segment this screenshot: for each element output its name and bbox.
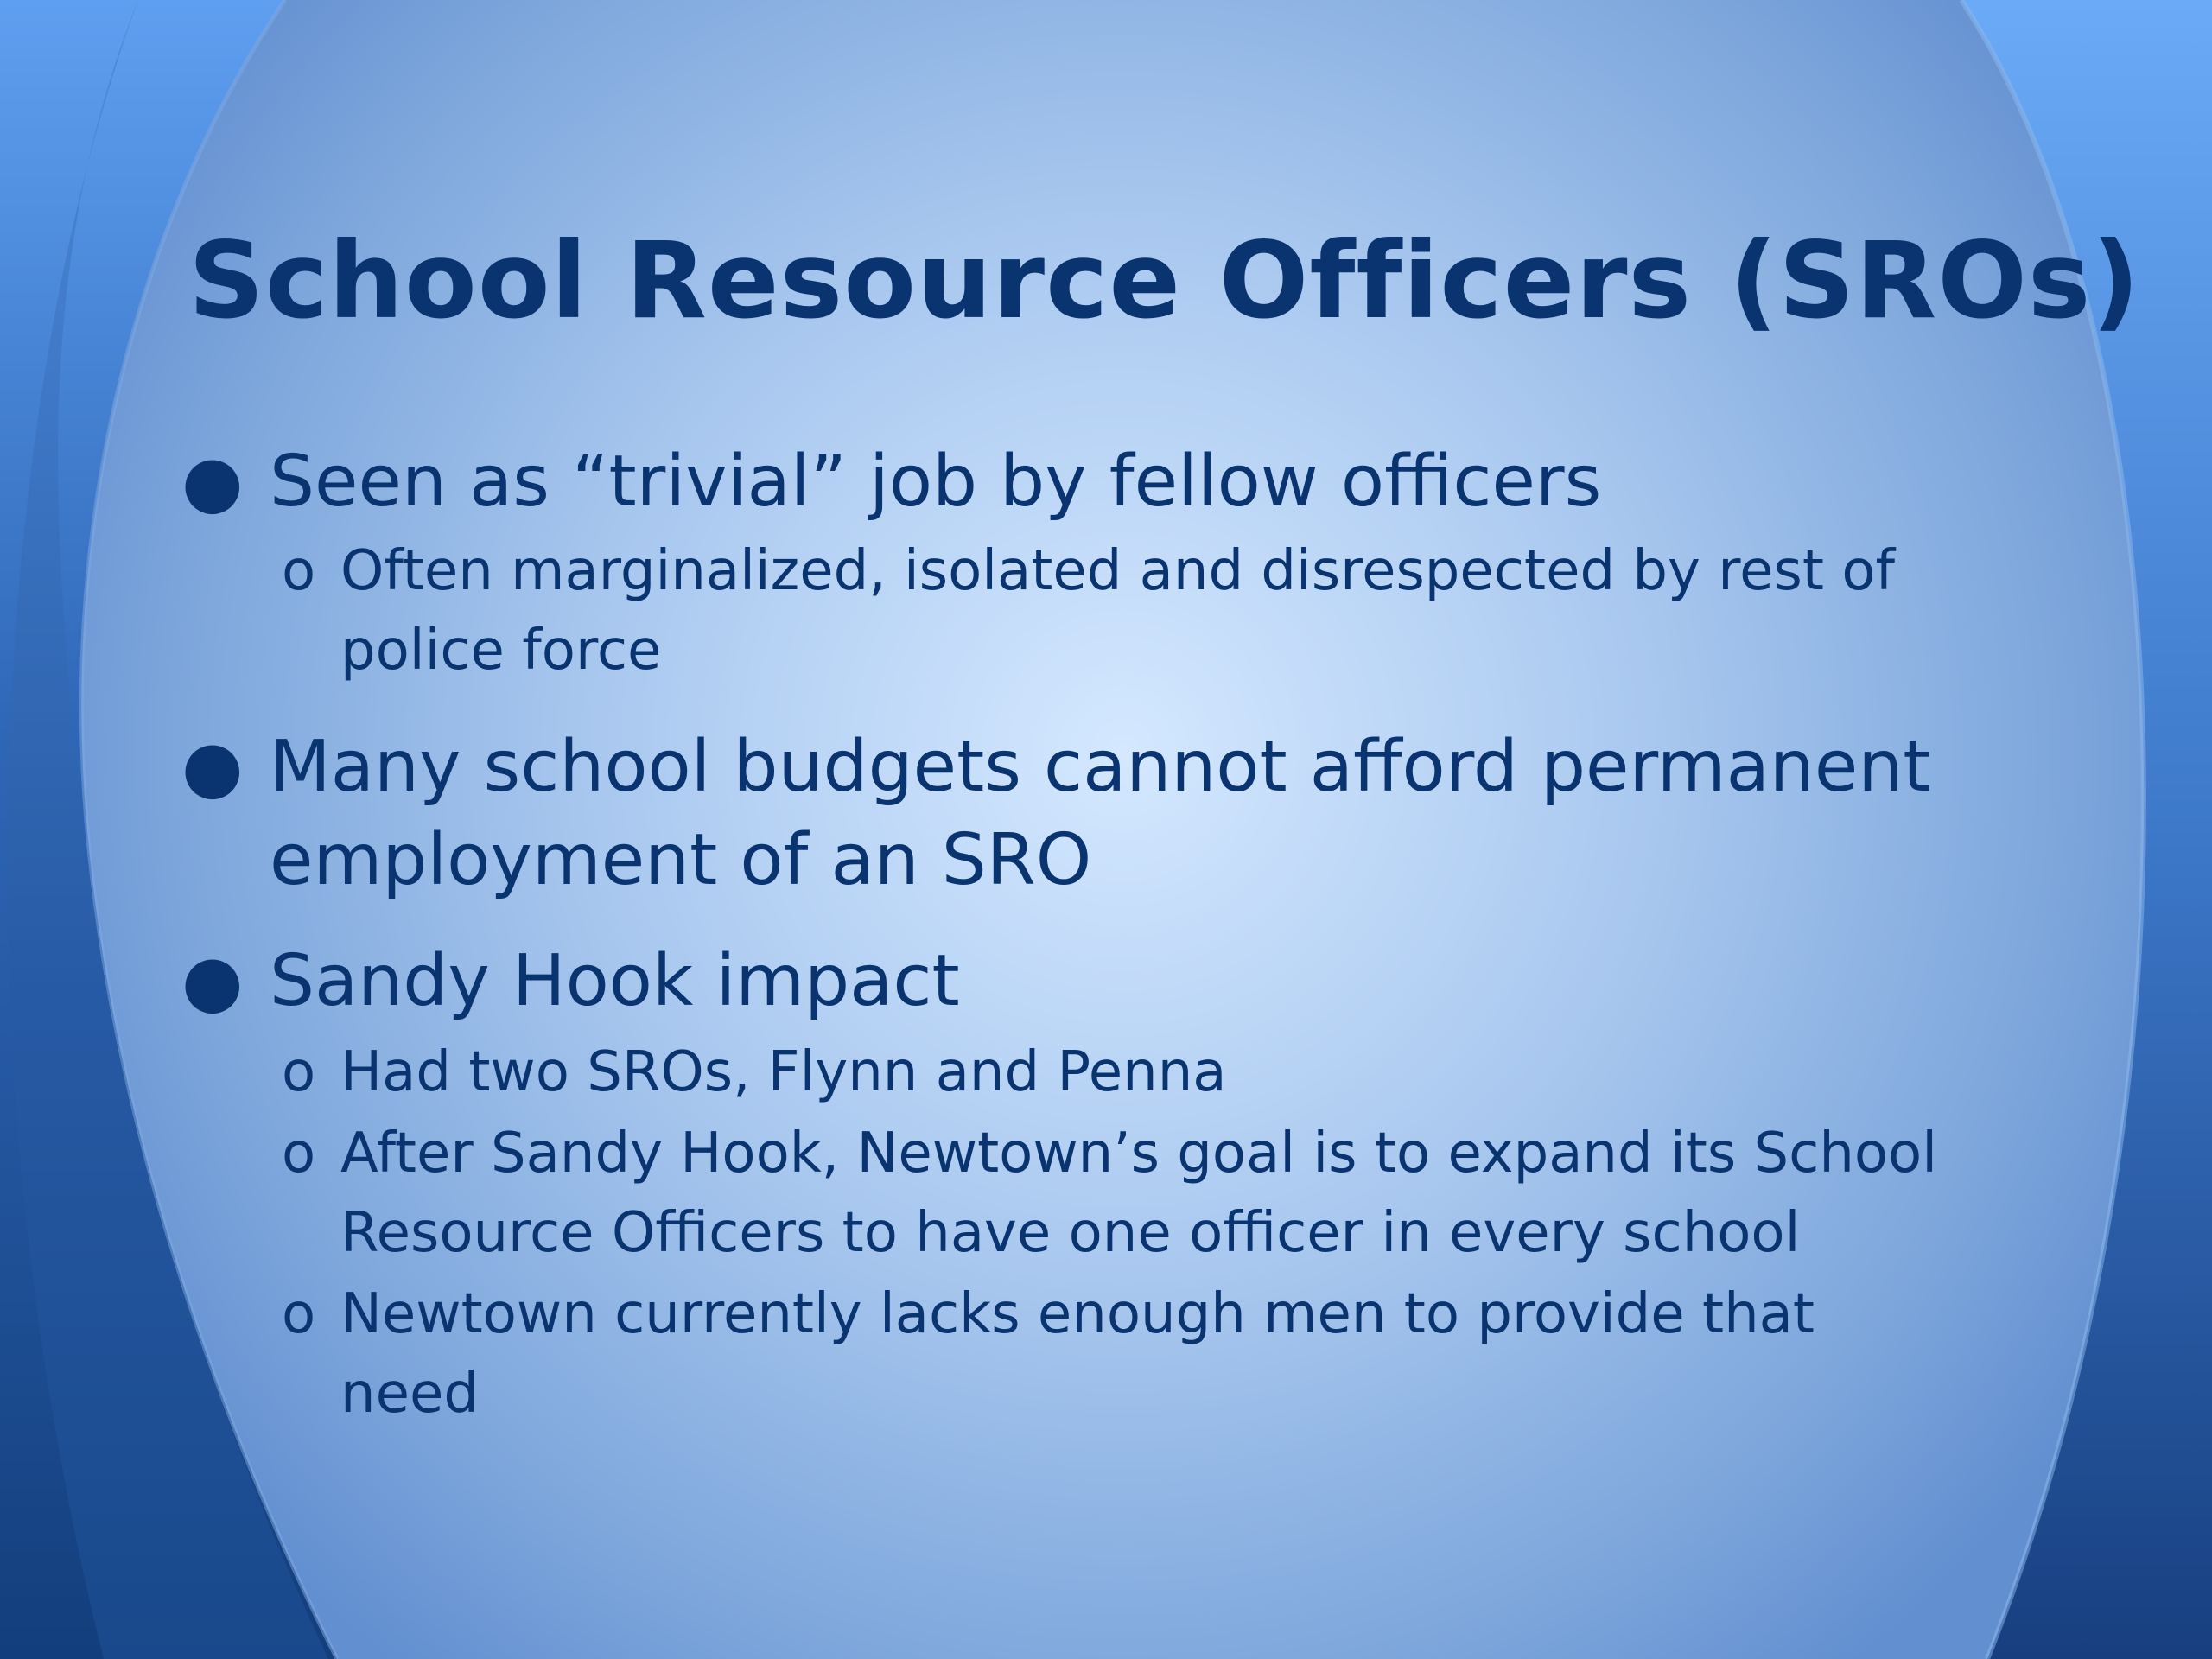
bullet-text: employment of an SRO <box>270 819 1092 901</box>
bullet-text: Seen as “trivial” job by fellow officers <box>270 441 1602 523</box>
sub-bullet-text: Often marginalized, isolated and disrespected by rest of <box>340 539 1895 603</box>
sub-bullet-marker: o <box>282 539 316 603</box>
bullet-text: Many school budgets cannot afford permanent <box>270 726 1931 808</box>
bullet-marker: ● <box>181 441 244 523</box>
sub-bullet-text: police force <box>340 619 662 683</box>
sub-bullet-text: Newtown currently lacks enough men to provide that <box>340 1282 1815 1346</box>
bullet-marker: ● <box>181 726 244 808</box>
sub-bullet-text: Had two SROs, Flynn and Penna <box>340 1040 1227 1104</box>
sub-bullet-marker: o <box>282 1282 316 1346</box>
sub-bullet-text: Resource Officers to have one officer in every school <box>340 1201 1801 1265</box>
bullet-text: Sandy Hook impact <box>270 940 960 1022</box>
sub-bullet-text: need <box>340 1362 479 1426</box>
sub-bullet-text: After Sandy Hook, Newtown’s goal is to expand its School <box>340 1122 1937 1185</box>
sub-bullet-marker: o <box>282 1040 316 1104</box>
slide-title: School Resource Officers (SROs) <box>188 219 2141 342</box>
sub-bullet-marker: o <box>282 1122 316 1185</box>
bullet-marker: ● <box>181 940 244 1022</box>
